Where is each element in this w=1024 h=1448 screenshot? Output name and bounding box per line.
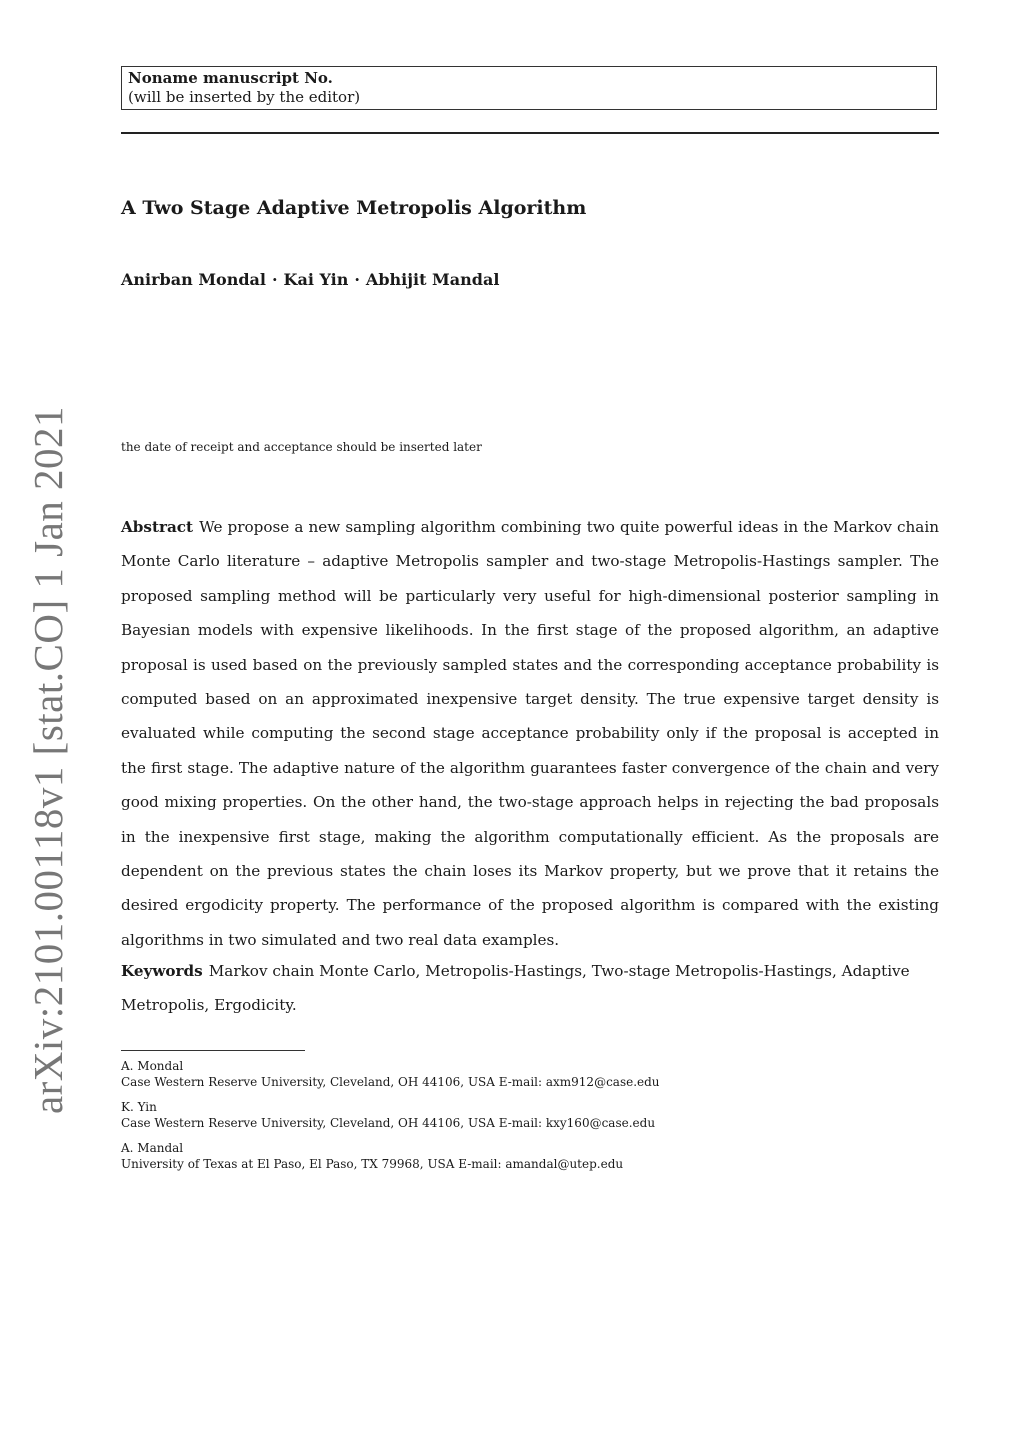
affiliation-name: A. Mondal: [121, 1059, 184, 1073]
receipt-note: the date of receipt and acceptance should be inserted later: [121, 440, 482, 454]
affiliation-name: A. Mandal: [121, 1141, 184, 1155]
author-separator: ·: [271, 270, 278, 289]
author-name: Kai Yin: [283, 270, 349, 289]
affiliation-item: [121, 1140, 939, 1172]
abstract-label: Abstract: [121, 518, 194, 536]
author-name: Abhijit Mandal: [365, 270, 500, 289]
footnote-rule: [121, 1050, 305, 1051]
keywords-label: Keywords: [121, 962, 203, 980]
paper-title: A Two Stage Adaptive Metropolis Algorithm: [121, 197, 587, 219]
affiliation-item: [121, 1099, 939, 1131]
abstract: [121, 510, 939, 957]
manuscript-title: Noname manuscript No.: [128, 69, 333, 87]
affiliation-details: University of Texas at El Paso, El Paso, TX 79968, USA E-mail: amandal@utep.edu: [121, 1157, 624, 1171]
keywords-text: Markov chain Monte Carlo, Metropolis-Hastings, Two-stage Metropolis-Hastings, Adaptive Metropolis, Ergodicity.: [121, 962, 910, 1014]
affiliation-details: Case Western Reserve University, Cleveland, OH 44106, USA E-mail: kxy160@case.edu: [121, 1116, 656, 1130]
affiliations: [121, 1058, 939, 1181]
arxiv-stamp-text: arXiv:2101.00118v1 [stat.CO] 1 Jan 2021: [25, 405, 71, 1115]
header-rule: [121, 132, 939, 134]
keywords: [121, 954, 939, 1022]
manuscript-note: (will be inserted by the editor): [128, 88, 361, 106]
abstract-text: We propose a new sampling algorithm combining two quite powerful ideas in the Markov chain Monte Carlo literature – adaptive Metropolis sampler and two-stage Metropolis-Hastings sampler. The proposed sampling method will be particularly very useful for high-dimensional posterior sampling in Bayesian models with expensive likelihoods. In the first stage of the proposed algorithm, an adaptive proposal is used based on the previously sampled states and the corresponding acceptance probability is computed based on an approximated inexpensive target density. The true expensive target density is evaluated while computing the second stage acceptance probability only if the proposal is accepted in the first stage. The adaptive nature of the algorithm guarantees faster convergence of the chain and very good mixing properties. On the other hand, the two-stage approach helps in rejecting the bad proposals in the inexpensive first stage, making the algorithm computationally efficient. As the proposals are dependent on the previous states the chain loses its Markov property, but we prove that it retains the desired ergodicity property. The performance of the proposed algorithm is compared with the existing algorithms in two simulated and two real data examples.: [121, 518, 939, 949]
affiliation-item: [121, 1058, 939, 1090]
affiliation-name: K. Yin: [121, 1100, 157, 1114]
author-separator: ·: [354, 270, 360, 289]
author-list: [121, 270, 499, 289]
affiliation-details: Case Western Reserve University, Cleveland, OH 44106, USA E-mail: axm912@case.edu: [121, 1075, 660, 1089]
manuscript-box: [121, 66, 937, 110]
author-name: Anirban Mondal: [121, 270, 266, 289]
